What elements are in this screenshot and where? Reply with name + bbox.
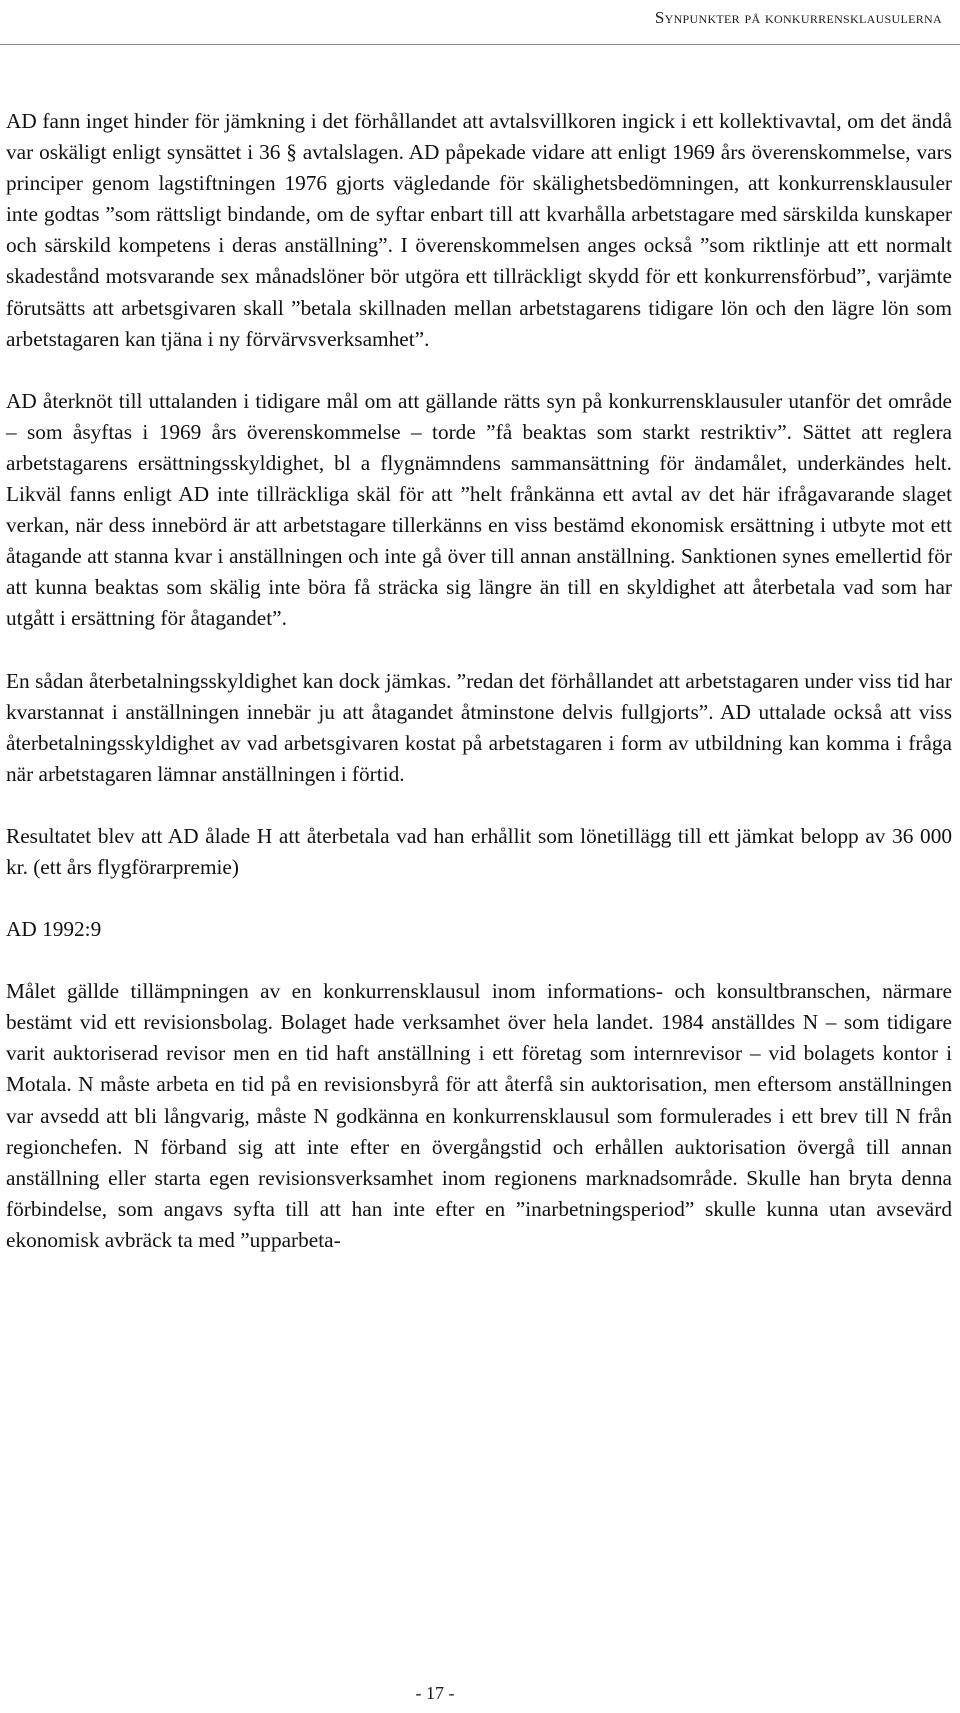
case-heading: AD 1992:9 [6, 917, 102, 942]
header-rule [0, 44, 960, 45]
paragraph-3: En sådan återbetalningsskyldighet kan dock jämkas. ”redan det förhållandet att arbetstagaren under viss tid har kvarstannat i anställningen innebär ju att åtagandet åtminstone delvis fullgjorts”. AD uttalade också att viss återbetalningsskyldighet av vad arbetsgivaren kostat på arbetstagaren i form av utbildning kan komma i fråga när arbetstagaren lämnar anställningen i förtid. [6, 668, 952, 786]
running-header: Synpunkter på konkurrensklausulerna [654, 8, 942, 27]
page-number: - 17 - [415, 1683, 455, 1703]
paragraph-5: Målet gällde tillämpningen av en konkurrensklausul inom informations- och konsultbranschen, närmare bestämt vid ett revisionsbolag. Bolaget hade verksamhet över hela landet. 1984 anställdes N – som tidigare varit auktoriserad revisor men en tid haft anställning i ett företag som internrevisor – vid bolagets kontor i Motala. N måste arbeta en tid på en revisionsbyrå för att återfå sin auktorisation, men eftersom anställningen var avsedd att bli långvarig, måste N godkänna en konkurrensklausul som formulerades i ett brev till N från regionchefen. N förband sig att inte efter en övergångstid och erhållen auktorisation övergå till annan anställning eller starta egen revisionsverksamhet inom regionens marknadsområde. Skulle han bryta denna förbindelse, som angavs syfta till att han inte efter en ”inarbetningsperiod” skulle kunna utan avsevärd ekonomisk avbräck ta med ”upparbeta- [6, 979, 952, 1252]
paragraph-4: Resultatet blev att AD ålade H att återbetala vad han erhållit som lönetillägg till ett jämkat belopp av 36 000 kr. (ett års flygförarpremie) [6, 823, 952, 879]
body-text [6, 106, 952, 1256]
paragraph-2: AD återknöt till uttalanden i tidigare mål om att gällande rätts syn på konkurrensklausuler utanför det område – som åsyftas i 1969 års överenskommelse – torde ”få beaktas som starkt restriktiv”. Sättet att reglera arbetstagarens ersättningsskyldighet, bl a flygnämndens sammansättning för ändamålet, underkändes helt. Likväl fanns enligt AD inte tillräckliga skäl för att ”helt frånkänna ett avtal av det här ifrågavarande slaget verkan, när dess innebörd är att arbetstagare tillerkänns en viss bestämd ekonomisk ersättning i utbyte mot ett åtagande att stanna kvar i anställningen och inte gå över till annan anställning. Sanktionen synes emellertid för att kunna beaktas som skälig inte böra få sträcka sig längre än till en skyldighet att återbetala vad som har utgått i ersättning för åtagandet”. [6, 388, 952, 631]
paragraph-1: AD fann inget hinder för jämkning i det förhållandet att avtalsvillkoren ingick i ett kollektivavtal, om det ändå var oskäligt enligt synsättet i 36 § avtalslagen. AD påpekade vidare att enligt 1969 års överenskommelse, vars principer genom lagstiftningen 1976 gjorts vägledande för skälighetsbedömningen, att konkurrensklausuler inte godtas ”som rättsligt bindande, om de syftar enbart till att kvarhålla arbetstagare med särskilda kunskaper och särskild kompetens i deras anställning”. I överenskommelsen anges också ”som riktlinje att ett normalt skadestånd motsvarande sex månadslöner bör utgöra ett tillräckligt skydd för ett konkurrensförbud”, varjämte förutsätts att arbetsgivaren skall ”betala skillnaden mellan arbetstagarens tidigare lön och den lägre lön som arbetstagaren kan tjäna i ny förvärvsverksamhet”. [6, 109, 952, 351]
